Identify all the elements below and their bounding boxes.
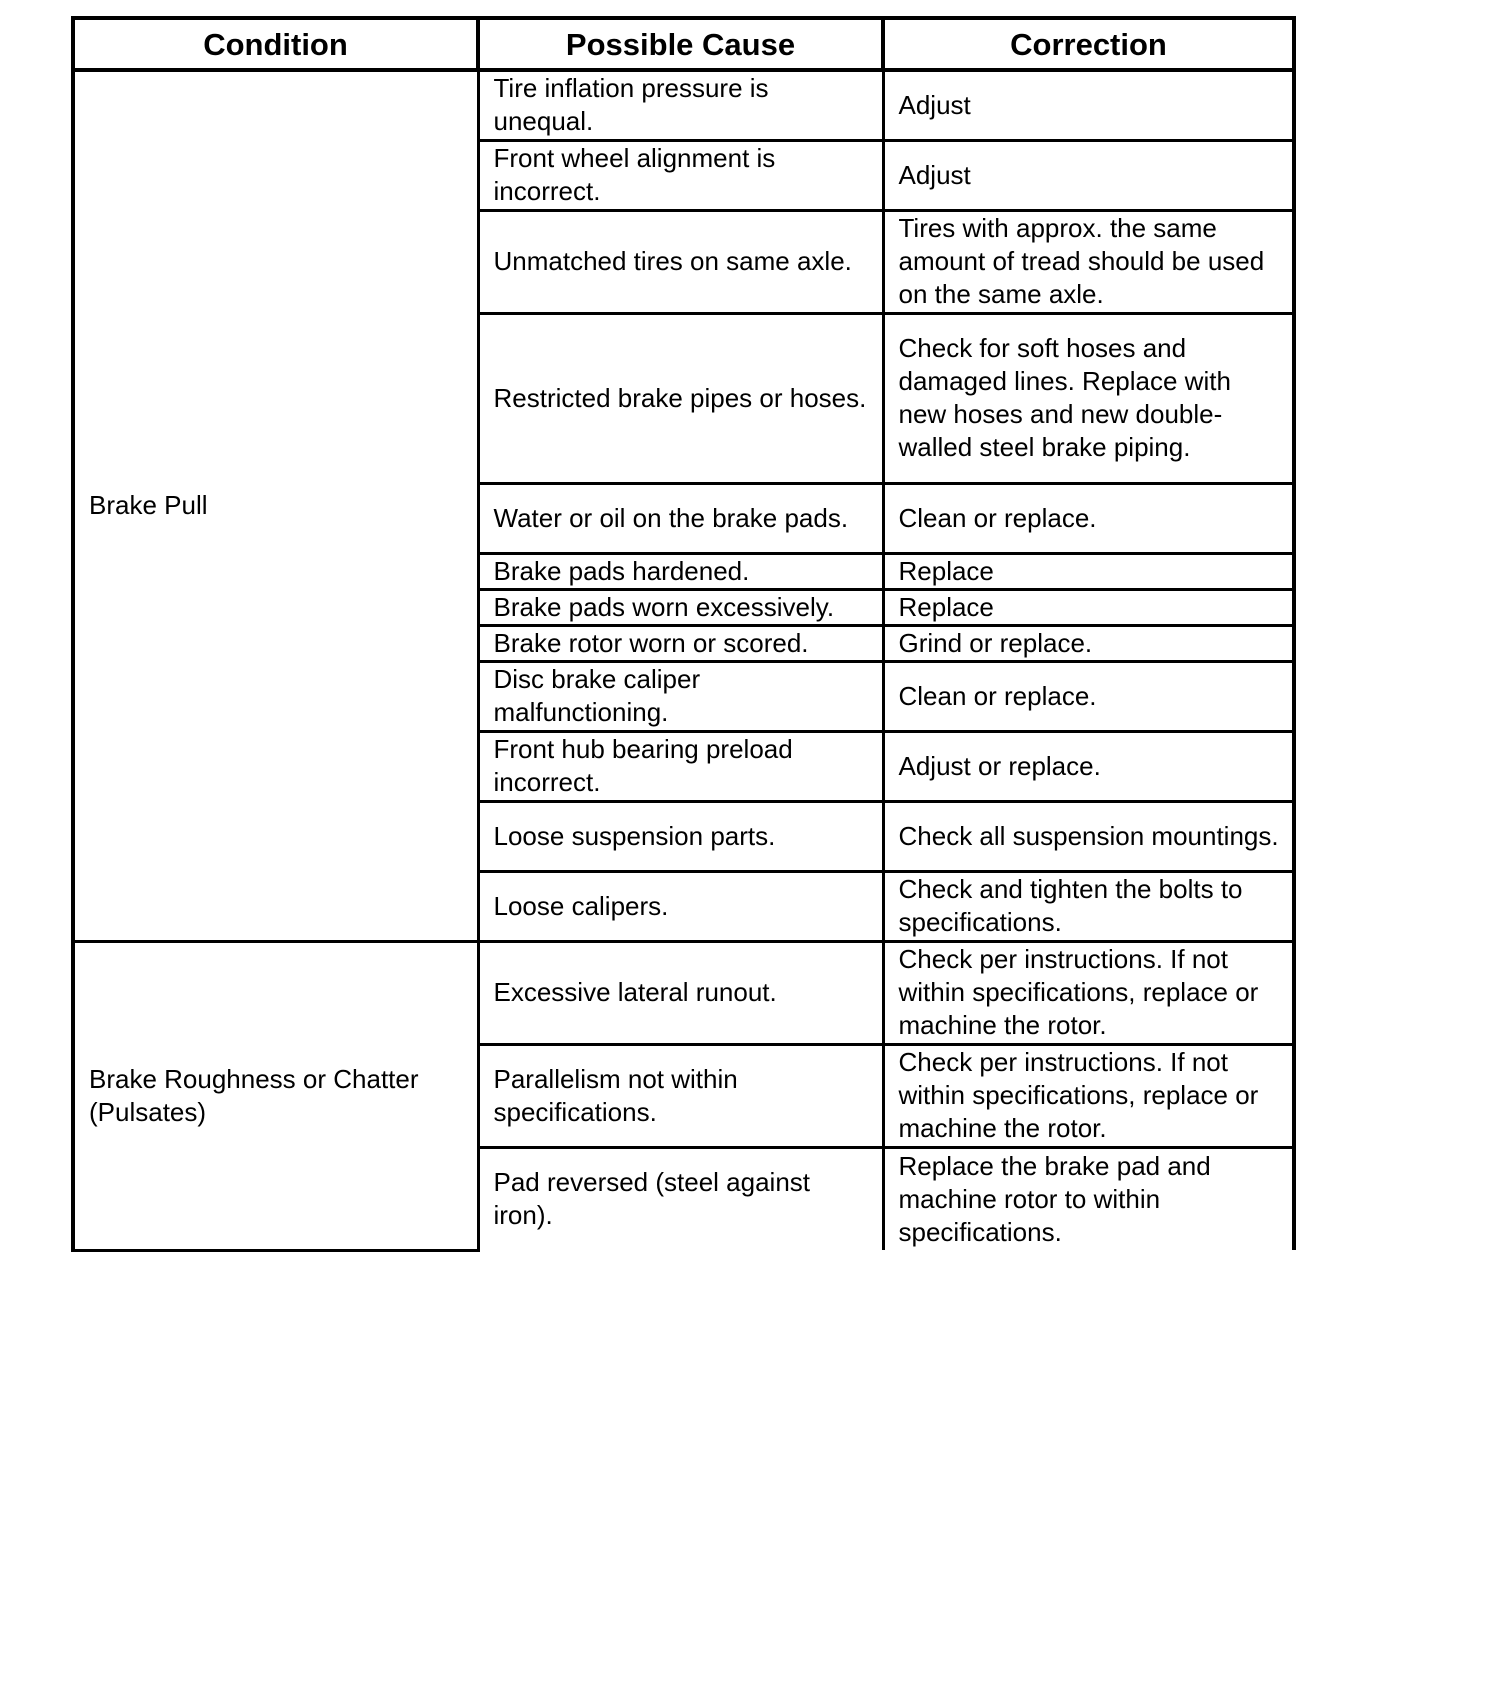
cause-cell: Disc brake caliper malfunctioning. [478, 661, 883, 731]
correction-cell: Replace the brake pad and machine rotor to within specifications. [883, 1147, 1294, 1250]
cause-cell: Loose calipers. [478, 871, 883, 941]
header-condition: Condition [73, 18, 478, 70]
correction-cell: Grind or replace. [883, 625, 1294, 661]
cause-cell: Tire inflation pressure is unequal. [478, 70, 883, 140]
cause-cell: Excessive lateral runout. [478, 941, 883, 1044]
correction-cell: Check per instructions. If not within specifications, replace or machine the rotor. [883, 1044, 1294, 1147]
correction-cell: Tires with approx. the same amount of tread should be used on the same axle. [883, 210, 1294, 313]
table-row [73, 941, 1294, 1044]
cause-cell: Loose suspension parts. [478, 801, 883, 871]
cause-cell: Parallelism not within specifications. [478, 1044, 883, 1147]
cause-cell: Brake pads worn excessively. [478, 589, 883, 625]
header-correction: Correction [883, 18, 1294, 70]
cause-cell: Water or oil on the brake pads. [478, 483, 883, 553]
correction-cell: Check per instructions. If not within specifications, replace or machine the rotor. [883, 941, 1294, 1044]
cause-cell: Brake pads hardened. [478, 553, 883, 589]
correction-cell: Adjust [883, 70, 1294, 140]
cause-cell: Front wheel alignment is incorrect. [478, 140, 883, 210]
brake-diagnosis-table [71, 16, 1296, 1252]
correction-cell: Replace [883, 553, 1294, 589]
header-possible-cause: Possible Cause [478, 18, 883, 70]
correction-cell: Check and tighten the bolts to specifications. [883, 871, 1294, 941]
cause-cell: Front hub bearing preload incorrect. [478, 731, 883, 801]
correction-cell: Clean or replace. [883, 483, 1294, 553]
correction-cell: Adjust or replace. [883, 731, 1294, 801]
cause-cell: Unmatched tires on same axle. [478, 210, 883, 313]
table-row [73, 70, 1294, 140]
cause-cell: Pad reversed (steel against iron). [478, 1147, 883, 1250]
table-header-row [73, 18, 1294, 70]
condition-brake-pull: Brake Pull [73, 70, 478, 941]
cause-cell: Restricted brake pipes or hoses. [478, 313, 883, 483]
correction-cell: Check all suspension mountings. [883, 801, 1294, 871]
correction-cell: Clean or replace. [883, 661, 1294, 731]
cause-cell: Brake rotor worn or scored. [478, 625, 883, 661]
correction-cell: Check for soft hoses and damaged lines. Replace with new hoses and new double-walled steel brake piping. [883, 313, 1294, 483]
correction-cell: Adjust [883, 140, 1294, 210]
correction-cell: Replace [883, 589, 1294, 625]
condition-brake-roughness: Brake Roughness or Chatter (Pulsates) [73, 941, 478, 1250]
